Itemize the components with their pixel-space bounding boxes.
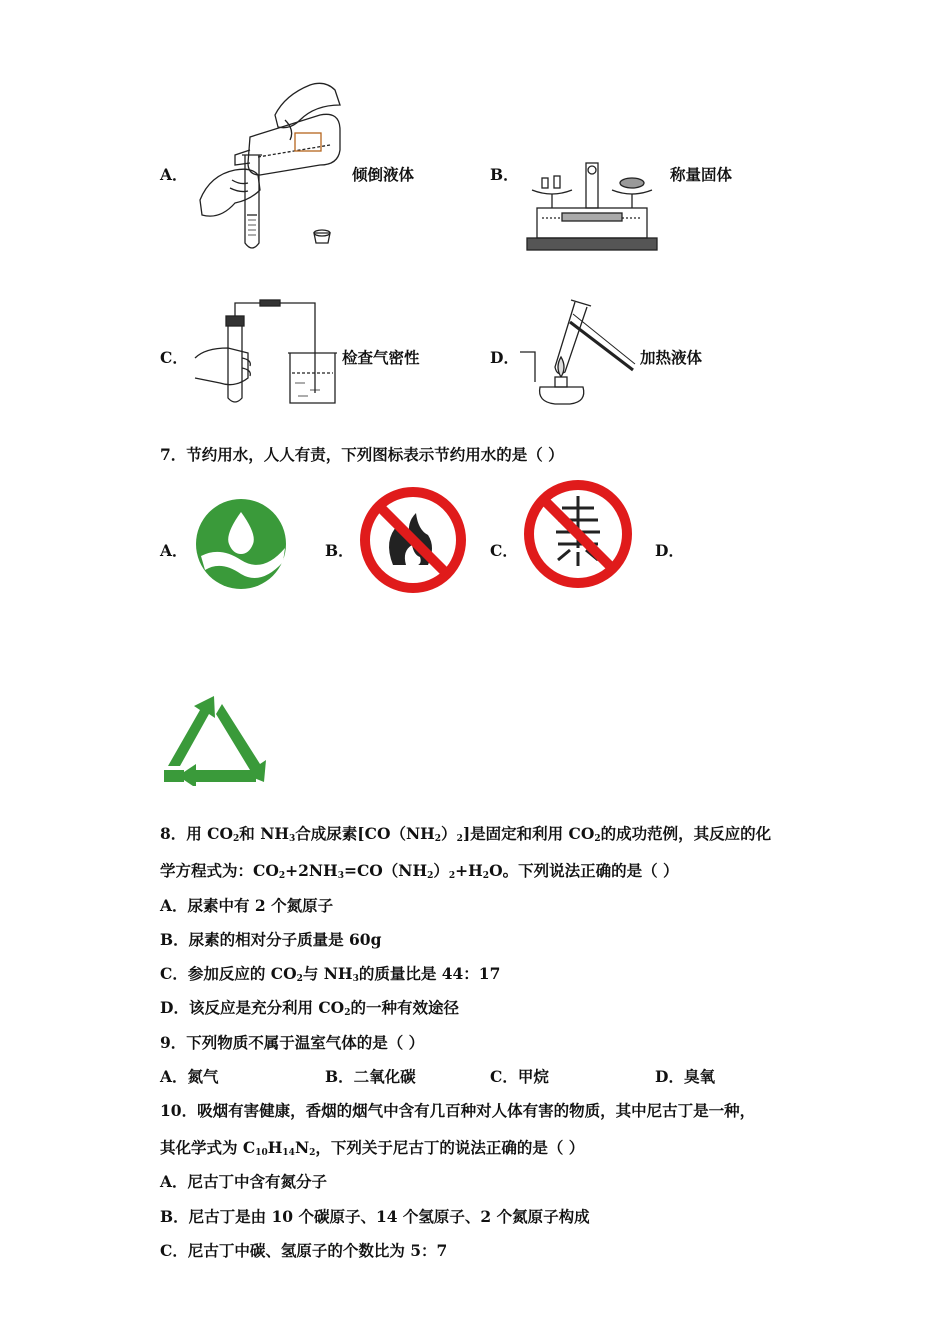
q8-option-b: B．尿素的相对分子质量是 60g — [160, 930, 382, 949]
recycle-icon — [160, 686, 270, 786]
q8-stem-line1: 8．用 $CO_2$和 $NH_3$合成尿素$[CO(NH_2)_2]$是固定和利用 $CO_2$的成功范例，其反应的化 — [160, 824, 772, 844]
q9-option-c: C．甲烷 — [490, 1067, 549, 1086]
water-saving-icon — [195, 498, 287, 590]
q7-stem: 7．节约用水，人人有责，下列图标表示节约用水的是（ ） — [160, 445, 564, 464]
q6-option-b-caption: 称量固体 — [670, 165, 733, 184]
q6-option-c-letter: C． — [160, 348, 188, 367]
q7-option-b-letter: B． — [325, 541, 354, 560]
no-burning-icon — [522, 478, 634, 590]
q7-option-a-letter: A． — [160, 541, 188, 560]
q9-option-a: A．氮气 — [160, 1067, 219, 1086]
q6-option-c-caption: 检查气密性 — [342, 348, 420, 367]
q9-option-b: B．二氧化碳 — [325, 1067, 416, 1086]
q10-option-a: A．尼古丁中含有氮分子 — [160, 1172, 328, 1191]
q10-stem-line2: 其化学式为 $C_{10}H_{14}N_2$，下列关于尼古丁的说法正确的是（ ） — [160, 1138, 585, 1158]
q6-option-d-caption: 加热液体 — [640, 348, 703, 367]
pour-liquid-illustration — [190, 75, 345, 255]
q9-stem: 9．下列物质不属于温室气体的是（ ） — [160, 1033, 425, 1052]
q10-option-b: B．尼古丁是由 10 个碳原子、14 个氢原子、2 个氮原子构成 — [160, 1207, 590, 1226]
q6-option-b-letter: B． — [490, 165, 519, 184]
q10-stem-line1: 10．吸烟有害健康，香烟的烟气中含有几百种对人体有害的物质，其中尼古丁是一种， — [160, 1101, 756, 1120]
q8-stem-line2: 学方程式为：$CO_2+2NH_3=CO(NH_2)_2+H_2O$。下列说法正确的是（ ） — [160, 861, 679, 881]
heat-liquid-illustration — [515, 292, 640, 410]
q6-option-d-letter: D． — [490, 348, 519, 367]
q7-option-d-letter: D． — [655, 541, 684, 560]
q8-option-a: A．尿素中有 2 个氮原子 — [160, 896, 334, 915]
q7-option-c-letter: C． — [490, 541, 518, 560]
no-fire-icon — [358, 485, 468, 595]
airtightness-check-illustration — [190, 298, 340, 408]
q8-option-c: C．参加反应的 $CO_2$与 $NH_3$的质量比是 44：17 — [160, 964, 501, 984]
balance-scale-illustration — [522, 158, 662, 253]
q6-option-a-letter: A． — [160, 165, 188, 184]
q8-option-d: D．该反应是充分利用 $CO_2$的一种有效途径 — [160, 998, 459, 1018]
q6-option-a-caption: 倾倒液体 — [352, 165, 415, 184]
q9-option-d: D．臭氧 — [655, 1067, 715, 1086]
q10-option-c: C．尼古丁中碳、氢原子的个数比为 5：7 — [160, 1241, 448, 1260]
